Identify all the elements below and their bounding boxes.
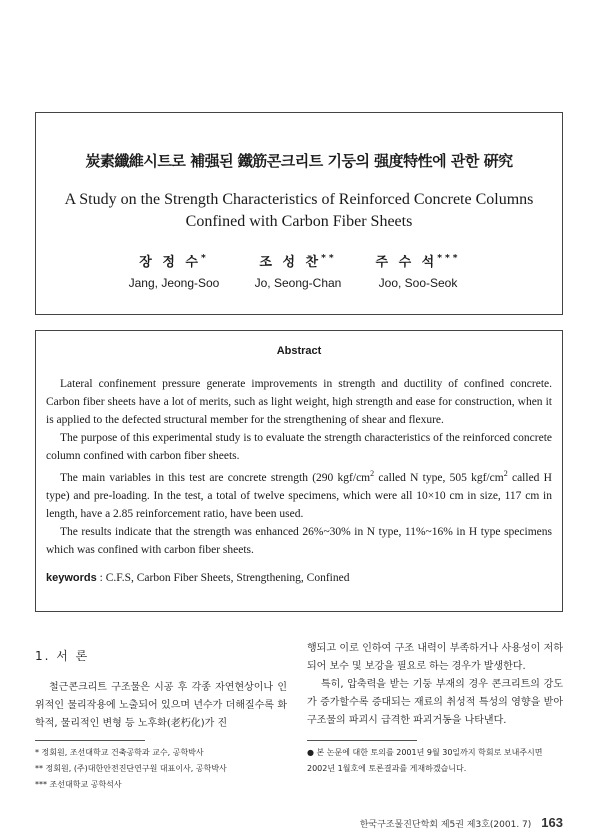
korean-title: 炭素纖維시트로 補强된 鐵筋콘크리트 기둥의 强度特性에 관한 硏究 xyxy=(85,152,513,170)
footnote-divider xyxy=(307,740,417,741)
author-mark: * xyxy=(200,253,209,264)
left-column xyxy=(35,647,287,733)
author-2 xyxy=(228,251,368,290)
english-title-line2: Confined with Carbon Fiber Sheets xyxy=(185,213,413,230)
title-box xyxy=(35,112,563,315)
keywords-text: : C.F.S, Carbon Fiber Sheets, Strengthening, Confined xyxy=(96,571,350,584)
footnote-divider xyxy=(35,740,145,741)
keywords-label: keywords xyxy=(46,571,97,584)
author-footnotes xyxy=(35,745,295,793)
abstract-text: called N type, 505 kgf/cm xyxy=(374,471,504,484)
page-footer xyxy=(300,815,563,830)
page-number: 163 xyxy=(541,815,563,830)
author-3 xyxy=(348,251,488,290)
author-mark: ** xyxy=(321,253,337,264)
author-mark: *** xyxy=(437,253,461,264)
author-1 xyxy=(104,251,244,290)
body-paragraph: 행되고 이로 인하여 구조 내력이 부족하거나 사용성이 저하되어 보수 및 보강을 필요로 하는 경우가 발생한다. xyxy=(307,643,563,672)
abstract-body xyxy=(46,375,552,587)
abstract-paragraph xyxy=(46,465,552,523)
superscript: 2 xyxy=(370,469,375,478)
discussion-footnote: ● 본 논문에 대한 토의를 2001년 9월 30일까지 학회로 보내주시면 2002년 1월호에 토론결과를 게재하겠습니다. xyxy=(307,748,543,773)
footnote: *** 조선대학교 공학석사 xyxy=(35,780,122,789)
author-korean-name: 주 수 석 xyxy=(375,255,438,270)
abstract-paragraph: Lateral confinement pressure generate improvements in strength and ductility of confined concrete. Carbon fiber sheets have a lot of merits, such as light weight, high strength and ease for construction, when it is applied to the defected structural member for the strengthening of shear and flexure. xyxy=(46,378,552,426)
section-heading: 1. 서 론 xyxy=(35,649,90,663)
author-korean-name: 장 정 수 xyxy=(139,255,201,270)
abstract-text: called H type) and pre-loading. In the test, a total of twelve specimens, which were all 10×10 cm in size, 117 cm in length, have a 2.85 reinforcement ratio, have been used. xyxy=(46,471,552,520)
english-title xyxy=(36,189,562,233)
abstract-text: The main variables in this test are concrete strength (290 kgf/cm xyxy=(60,471,371,484)
footnote: ** 정회원, (주)대한안전진단연구원 대표이사, 공학박사 xyxy=(35,764,227,773)
abstract-paragraph: The results indicate that the strength was enhanced 26%~30% in N type, 11%~16% in H type specimens which was confined with carbon fiber sheets. xyxy=(46,525,552,556)
superscript: 2 xyxy=(503,469,508,478)
english-title-line1: A Study on the Strength Characteristics of Reinforced Concrete Columns xyxy=(64,191,534,208)
keywords xyxy=(46,569,552,587)
right-column xyxy=(307,640,563,730)
body-paragraph: 철근콘크리트 구조물은 시공 후 각종 자연현상이나 인위적인 물리작용에 노출되어 있으며 년수가 더해질수록 화학적, 물리적인 변형 등 노후화(老朽化)가 진 xyxy=(35,682,287,729)
abstract-paragraph: The purpose of this experimental study is to evaluate the strength characteristics of the reinforced concrete column confined with carbon fiber sheets. xyxy=(46,432,552,462)
author-english-name: Jo, Seong-Chan xyxy=(254,276,342,290)
abstract-heading: Abstract xyxy=(276,345,322,357)
journal-citation: 한국구조물진단학회 제5권 제3호(2001. 7) xyxy=(359,820,532,830)
author-korean-name: 조 성 찬 xyxy=(259,255,322,270)
footnote: * 정회원, 조선대학교 건축공학과 교수, 공학박사 xyxy=(35,748,204,757)
author-english-name: Jang, Jeong-Soo xyxy=(128,276,220,290)
abstract-box xyxy=(35,330,563,612)
author-english-name: Joo, Soo-Seok xyxy=(378,276,458,290)
body-paragraph: 특히, 압축력을 받는 기둥 부재의 경우 콘크리트의 강도가 증가할수록 증대되는 재료의 취성적 특성의 영향을 받아 구조물의 파괴시 급격한 파괴거동을 나타낸다. xyxy=(307,679,563,726)
